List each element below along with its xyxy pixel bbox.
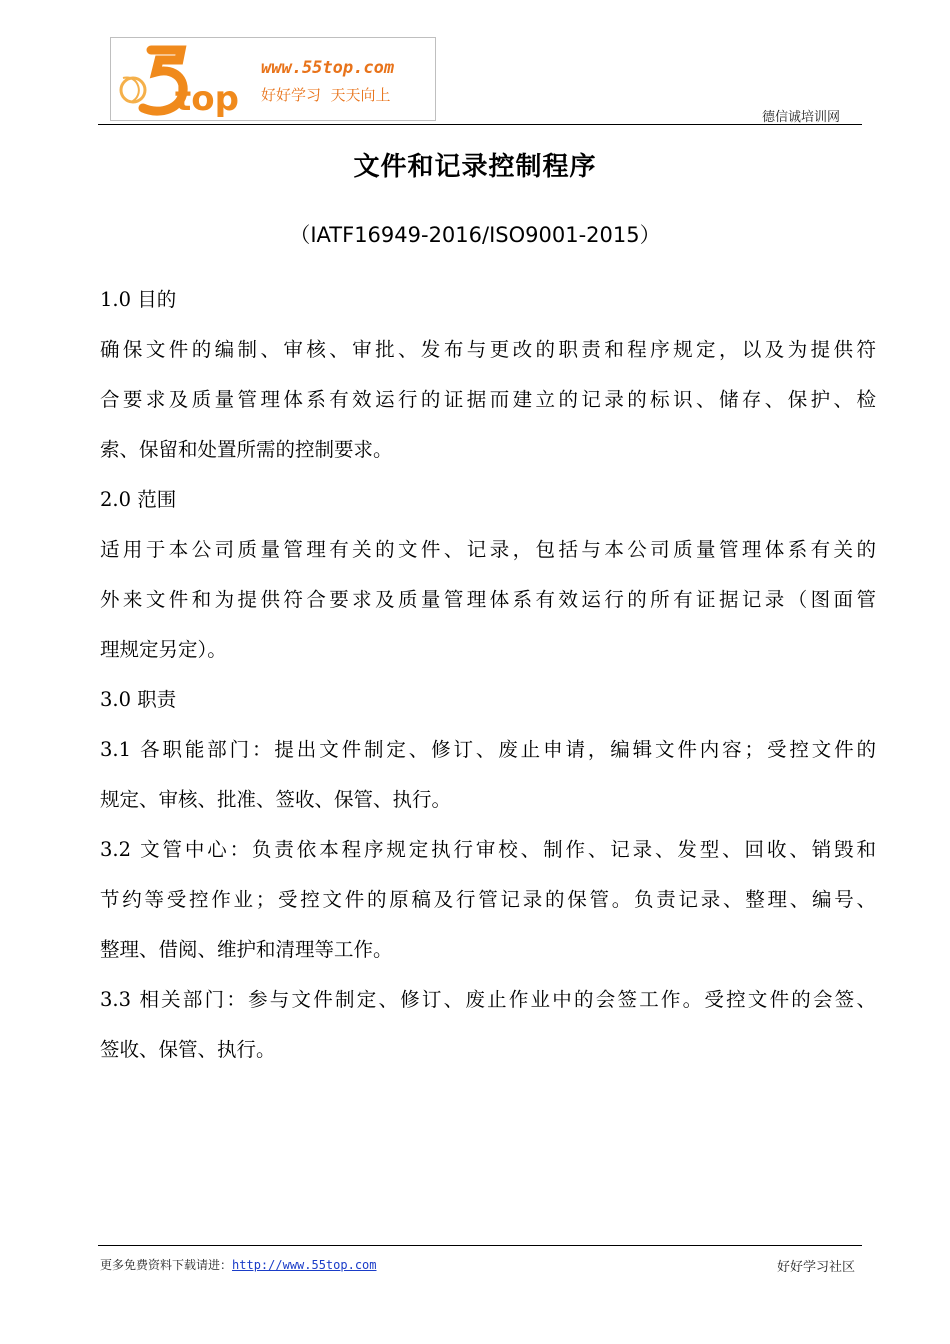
logo-url: www.55top.com [261, 58, 395, 78]
paragraph-line: 节约等受控作业；受控文件的原稿及行管记录的保管。负责记录、整理、编号、 [100, 888, 876, 911]
footer-divider [98, 1245, 862, 1246]
logo-slogan: 好好学习 天天向上 [261, 86, 391, 104]
paragraph-line: 理规定另定）。 [100, 638, 227, 661]
footer-download-note [100, 1256, 377, 1273]
paragraph-line: 外来文件和为提供符合要求及质量管理体系有效运行的所有证据记录（图面管 [100, 588, 876, 611]
paragraph-line: 签收、保管、执行。 [100, 1038, 276, 1061]
paragraph-line: 规定、审核、批准、签收、保管、执行。 [100, 788, 452, 811]
paragraph-line: 3.3 相关部门：参与文件制定、修订、废止作业中的会签工作。受控文件的会签、 [100, 988, 876, 1011]
document-subtitle: （IATF16949-2016/ISO9001-2015） [289, 223, 661, 247]
logo-graphic [111, 38, 436, 121]
document-title: 文件和记录控制程序 [353, 152, 597, 182]
document-body [100, 275, 876, 1075]
paragraph-line: 整理、借阅、维护和清理等工作。 [100, 938, 393, 961]
footer-link[interactable]: http://www.55top.com [232, 1258, 377, 1272]
paragraph-line: 索、保留和处置所需的控制要求。 [100, 438, 393, 461]
header-divider [98, 124, 862, 125]
footer-community: 好好学习社区 [776, 1260, 855, 1275]
header-site-name: 德信诚培训网 [761, 110, 840, 125]
paragraph-line: 确保文件的编制、审核、审批、发布与更改的职责和程序规定，以及为提供符 [100, 338, 876, 361]
footer-prefix: 更多免费资料下载请进： [100, 1258, 233, 1272]
paragraph-line: 合要求及质量管理体系有效运行的证据而建立的记录的标识、储存、保护、检 [100, 388, 876, 411]
section-heading: 3.0 职责 [100, 688, 177, 711]
svg-text:top: top [175, 79, 239, 119]
section-heading: 2.0 范围 [100, 488, 177, 511]
paragraph-line: 3.2 文管中心：负责依本程序规定执行审校、制作、记录、发型、回收、销毁和 [100, 838, 876, 861]
paragraph-line: 适用于本公司质量管理有关的文件、记录，包括与本公司质量管理体系有关的 [100, 538, 876, 561]
paragraph-line: 3.1 各职能部门：提出文件制定、修订、废止申请，编辑文件内容；受控文件的 [100, 738, 876, 761]
site-logo [110, 37, 436, 121]
section-heading: 1.0 目的 [100, 288, 177, 311]
